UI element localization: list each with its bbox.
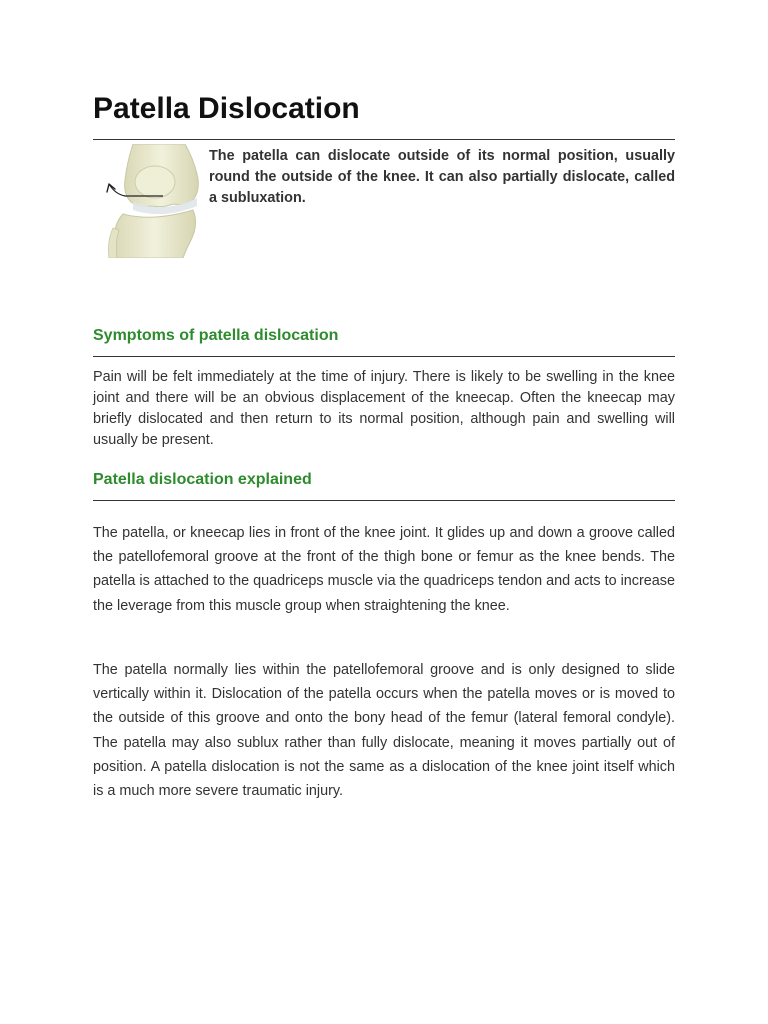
- explained-paragraph-2: The patella normally lies within the patellofemoral groove and is only designed to slide vertically within it. Dislocation of the patella occurs when the patella moves or is moved to the outside of this groove and onto the bony head of the femur (lateral femoral condyle). The patella may also sublux rather than fully dislocate, meaning it moves partially out of position. A patella dislocation is not the same as a dislocation of the knee joint itself which is a much more severe traumatic injury.: [93, 662, 675, 800]
- symptoms-heading: Symptoms of patella dislocation: [93, 327, 339, 344]
- explained-heading: Patella dislocation explained: [93, 471, 312, 488]
- intro-text: The patella can dislocate outside of its normal position, usually round the outside of the knee. It can also partially dislocate, called a subluxation.: [209, 148, 675, 206]
- symptoms-divider: [93, 356, 675, 357]
- explained-paragraph-1: The patella, or kneecap lies in front of the knee joint. It glides up and down a groove called the patellofemoral groove at the front of the thigh bone or femur as the knee bends. The patella is attached to the quadriceps muscle via the quadriceps tendon and acts to increase the leverage from this muscle group when straightening the knee.: [93, 525, 675, 614]
- symptoms-paragraph: Pain will be felt immediately at the time of injury. There is likely to be swelling in the knee joint and there will be an obvious displacement of the kneecap. Often the kneecap may briefly dislocated and then return to its normal position, although pain and swelling will usually be present.: [93, 369, 675, 448]
- intro-block: [93, 146, 675, 260]
- explained-divider: [93, 500, 675, 501]
- page-title: Patella Dislocation: [93, 92, 360, 125]
- knee-joint-illustration-icon: [93, 144, 205, 258]
- title-divider: [93, 139, 675, 140]
